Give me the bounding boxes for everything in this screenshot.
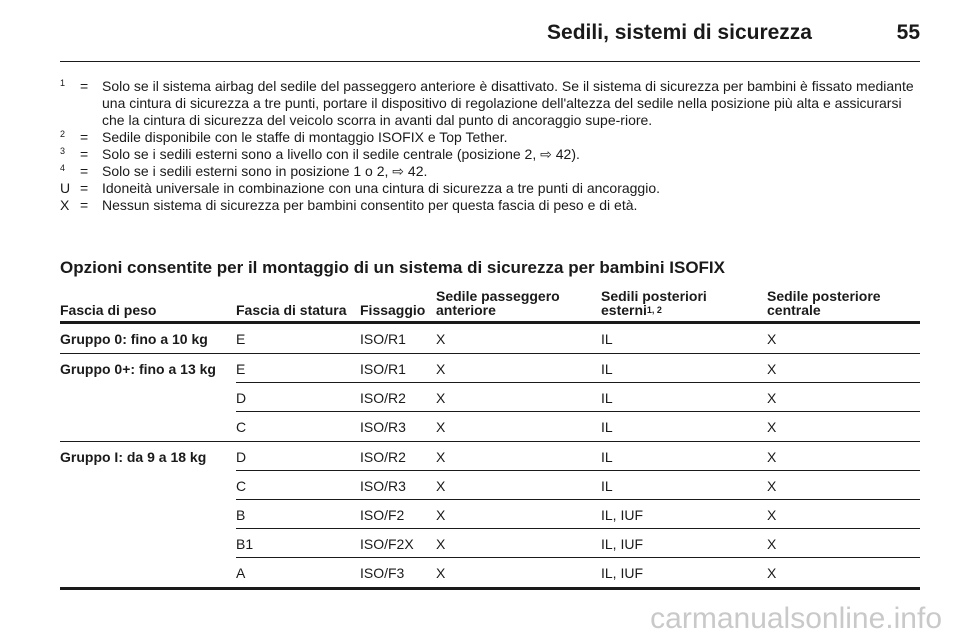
footnote-text: Idoneità universale in combinazione con una cintura di sicurezza a tre punti di ancoraggio. xyxy=(102,180,661,196)
weight-group-cell: Gruppo 0: fino a 10 kg xyxy=(60,331,208,347)
table-cell: X xyxy=(436,331,446,347)
footnote-text: Solo se i sedili esterni sono a livello con il sedile centrale (posizione 2, ⇨ 42). xyxy=(102,146,580,162)
table-cell: C xyxy=(236,419,247,435)
table-cell: ISO/R3 xyxy=(360,419,406,435)
table-cell: ISO/R2 xyxy=(360,449,406,465)
footnote-mark: U xyxy=(60,180,71,196)
column-header-line xyxy=(236,303,347,317)
table-cell: X xyxy=(767,449,777,465)
column-header-text: Fascia di peso xyxy=(60,302,157,318)
table-cell: B1 xyxy=(236,536,254,552)
table-cell: D xyxy=(236,390,247,406)
footnote-equals: = xyxy=(80,78,89,94)
table-cell: D xyxy=(236,449,247,465)
table-row xyxy=(60,500,920,529)
footnote-item xyxy=(60,146,922,163)
footnote-text: Solo se il sistema airbag del sedile del passeggero anteriore è disattivato. Se il sistema di sicurezza per bambini è fissato mediante una cintura di sicurezza a tre punti, portare il dispositivo di regolazione dell'altezza del sedile nella posizione più alta e assicurarsi che la cintura di sicurezza del veicolo scorra in avanti dal punto di ancoraggio supe-riore. xyxy=(102,78,914,128)
column-header-text: esterni xyxy=(601,302,647,318)
table-cell: X xyxy=(767,478,777,494)
table-cell: X xyxy=(436,478,446,494)
table-cell: IL xyxy=(601,419,613,435)
table-row xyxy=(60,558,920,590)
table-cell: ISO/F2 xyxy=(360,507,405,523)
isofix-table xyxy=(60,284,920,590)
footnote-mark-text: 4 xyxy=(60,163,66,173)
table-cell: X xyxy=(436,565,446,581)
column-header-line xyxy=(60,303,156,317)
section-title: Opzioni consentite per il montaggio di un sistema di sicurezza per bambini ISOFIX xyxy=(60,258,725,277)
column-header-text: Fascia di statura xyxy=(236,302,347,318)
table-row xyxy=(60,412,920,442)
column-header-line xyxy=(436,303,560,317)
footnote-mark xyxy=(60,163,80,180)
footnote-text: Nessun sistema di sicurezza per bambini consentito per questa fascia di peso e di età. xyxy=(102,197,638,213)
table-row xyxy=(60,383,920,412)
footnote-equals: = xyxy=(80,180,89,196)
column-header-text: Fissaggio xyxy=(360,302,426,318)
table-cell: IL xyxy=(601,390,613,406)
footnote-equals: = xyxy=(80,163,89,179)
footnote-mark: X xyxy=(60,197,70,213)
table-cell: B xyxy=(236,507,246,523)
column-header-line: Sedile posteriore xyxy=(767,288,881,304)
column-header xyxy=(767,289,881,317)
column-header-text: centrale xyxy=(767,302,821,318)
table-header xyxy=(60,284,920,324)
watermark: carmanualsonline.info xyxy=(650,602,942,635)
page-number: 55 xyxy=(896,21,920,44)
footnote-item xyxy=(60,129,922,146)
footnote-mark xyxy=(60,146,80,163)
column-header xyxy=(60,303,156,317)
column-header xyxy=(601,289,707,317)
footnote-item xyxy=(60,78,922,129)
footnote-mark-text: 3 xyxy=(60,146,66,156)
table-cell: ISO/F3 xyxy=(360,565,405,581)
footnote-text: Solo se i sedili esterni sono in posizione 1 o 2, ⇨ 42. xyxy=(102,163,428,179)
table-cell: IL xyxy=(601,449,613,465)
table-cell: ISO/F2X xyxy=(360,536,414,552)
table-cell: C xyxy=(236,478,247,494)
column-header xyxy=(236,303,347,317)
column-header-text: anteriore xyxy=(436,302,496,318)
weight-group-cell: Gruppo I: da 9 a 18 kg xyxy=(60,449,207,465)
footnote-item xyxy=(60,197,922,214)
table-cell: X xyxy=(767,507,777,523)
table-row xyxy=(60,471,920,500)
footnotes xyxy=(60,78,922,214)
footnote-equals: = xyxy=(80,146,89,162)
column-header-line: Sedili posteriori xyxy=(601,288,707,304)
table-cell: X xyxy=(767,390,777,406)
table-row xyxy=(60,324,920,354)
table-cell: IL xyxy=(601,478,613,494)
table-row xyxy=(60,442,920,471)
column-header-line xyxy=(601,303,707,317)
column-header-line xyxy=(360,303,425,317)
footnote-mark-text: 1 xyxy=(60,78,66,88)
table-cell: X xyxy=(436,390,446,406)
table-cell: X xyxy=(436,449,446,465)
table-cell: E xyxy=(236,361,246,377)
table-cell: ISO/R2 xyxy=(360,390,406,406)
column-header-line: Sedile passeggero xyxy=(436,288,560,304)
table-cell: X xyxy=(767,536,777,552)
footnote-item xyxy=(60,180,922,197)
table-cell: A xyxy=(236,565,246,581)
footnote-item xyxy=(60,163,922,180)
table-body xyxy=(60,324,920,590)
weight-group-cell: Gruppo 0+: fino a 13 kg xyxy=(60,361,216,377)
footnote-equals: = xyxy=(80,197,89,213)
table-cell: IL xyxy=(601,361,613,377)
table-cell: X xyxy=(436,361,446,377)
table-cell: X xyxy=(436,419,446,435)
footnote-reference: 1, 2 xyxy=(646,305,662,315)
table-cell: ISO/R3 xyxy=(360,478,406,494)
column-header xyxy=(436,289,560,317)
table-cell: X xyxy=(767,565,777,581)
column-header xyxy=(360,303,425,317)
column-header-line xyxy=(767,303,881,317)
table-cell: X xyxy=(767,361,777,377)
table-cell: IL, IUF xyxy=(601,536,644,552)
table-cell: X xyxy=(767,331,777,347)
table-row xyxy=(60,354,920,383)
table-cell: IL xyxy=(601,331,613,347)
table-cell: IL, IUF xyxy=(601,507,644,523)
table-cell: ISO/R1 xyxy=(360,331,406,347)
footnote-equals: = xyxy=(80,129,89,145)
table-cell: IL, IUF xyxy=(601,565,644,581)
footnote-mark xyxy=(60,129,80,146)
table-cell: E xyxy=(236,331,246,347)
page-title: Sedili, sistemi di sicurezza xyxy=(547,21,812,44)
footnote-mark-text: 2 xyxy=(60,129,66,139)
table-cell: ISO/R1 xyxy=(360,361,406,377)
table-cell: X xyxy=(436,507,446,523)
table-row xyxy=(60,529,920,558)
page-header xyxy=(60,14,920,62)
table-cell: X xyxy=(767,419,777,435)
footnote-text: Sedile disponibile con le staffe di montaggio ISOFIX e Top Tether. xyxy=(102,129,508,145)
table-cell: X xyxy=(436,536,446,552)
footnote-mark xyxy=(60,78,80,129)
